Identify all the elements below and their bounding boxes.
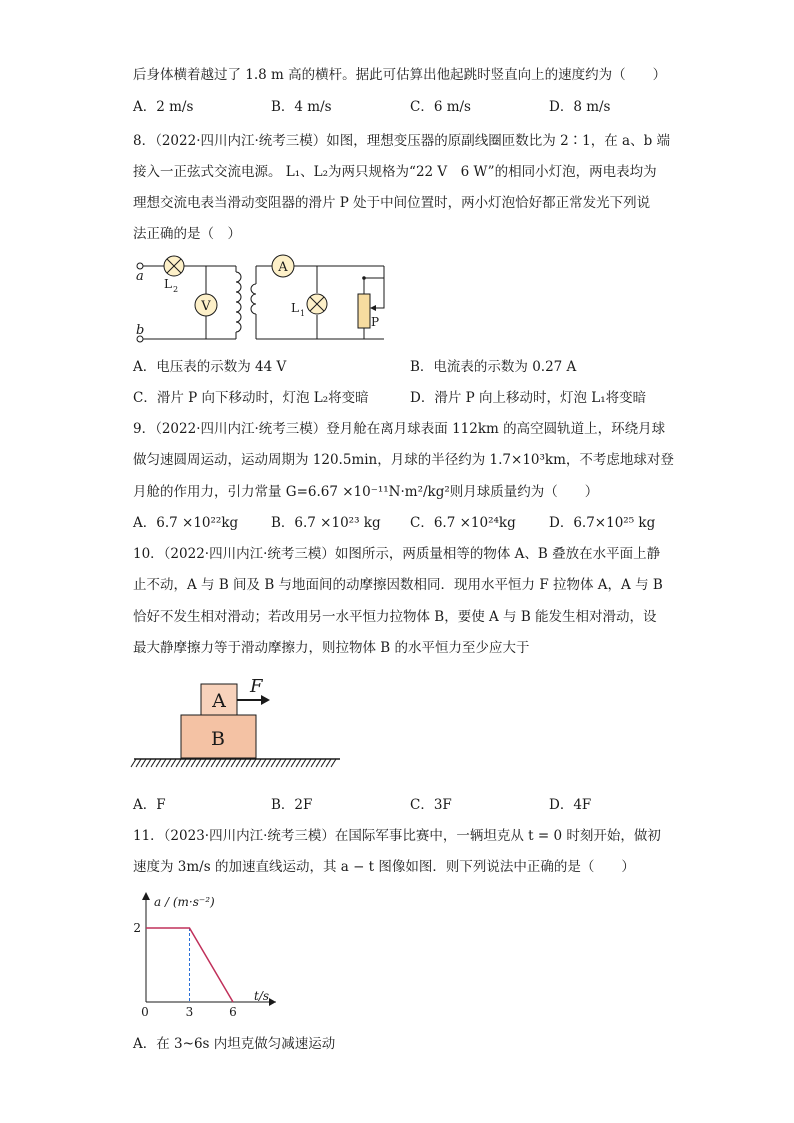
x-tick-label-0: 0 [141, 1005, 149, 1019]
x-tick-label-6: 6 [229, 1005, 237, 1019]
ammeter [272, 255, 294, 277]
q7-option-c[interactable]: C．6 m/s [410, 99, 471, 115]
blocks-diagram [130, 675, 345, 775]
q9-option-b[interactable]: B．6.7 ×10²³ kg [271, 515, 381, 531]
x-tick-label-3: 3 [185, 1005, 194, 1019]
q7-option-b[interactable]: B．4 m/s [271, 99, 332, 115]
block-a-label: A [212, 690, 226, 712]
q8-line-4: 法正确的是（ ） [133, 226, 241, 242]
force-label: F [250, 676, 263, 697]
q8-option-a[interactable]: A．电压表的示数为 44 V [133, 359, 287, 375]
q11-option-a[interactable]: A．在 3~6s 内坦克做匀减速运动 [133, 1036, 336, 1052]
lamp-l2-label: L [164, 277, 172, 291]
q8-option-d[interactable]: D．滑片 P 向上移动时，灯泡 L₁将变暗 [410, 390, 647, 406]
lamp-l2 [164, 256, 184, 276]
q9-option-c[interactable]: C．6.7 ×10²⁴kg [410, 515, 516, 531]
q10-line-4: 最大静摩擦力等于滑动摩擦力，则拉物体 B 的水平恒力至少应大于 [133, 640, 530, 656]
voltmeter-label: V [201, 299, 211, 314]
q8-option-c[interactable]: C．滑片 P 向下移动时，灯泡 L₂将变暗 [133, 390, 369, 406]
ammeter-label: A [278, 260, 288, 275]
q7-option-d[interactable]: D．8 m/s [549, 99, 611, 115]
lamp-l1 [307, 294, 327, 314]
q8-option-b[interactable]: B．电流表的示数为 0.27 A [410, 359, 577, 375]
q10-option-b[interactable]: B．2F [271, 797, 313, 813]
ground-hatching [131, 759, 336, 767]
lamp-l2-subscript: 2 [173, 285, 179, 294]
q10-line-3: 恰好不发生相对滑动；若改用另一水平恒力拉物体 B，要使 A 与 B 能发生相对滑动，设 [133, 609, 657, 625]
q9-option-d[interactable]: D．6.7×10²⁵ kg [549, 515, 656, 531]
y-axis-label: a / (m·s⁻²) [154, 895, 215, 909]
q7-text: 后身体横着越过了 1.8 m 高的横杆。据此可估算出他起跳时竖直向上的速度约为（ ） [133, 67, 667, 83]
q9-line-3: 月舱的作用力，引力常量 G=6.67 ×10⁻¹¹N·m²/kg²则月球质量约为（ ） [133, 484, 599, 500]
q8-line-3: 理想交流电表当滑动变阻器的滑片 P 处于中间位置时，两小灯泡恰好都正常发光下列说 [133, 195, 651, 211]
q8-line-2: 接入一正弦式交流电源。 L₁、L₂为两只规格为“22 V 6 W”的相同小灯泡，两电表均为 [133, 164, 657, 180]
q10-line-2: 止不动，A 与 B 间及 B 与地面间的动摩擦因数相同．现用水平恒力 F 拉物体 A，A 与 B [133, 577, 663, 593]
q10-option-a[interactable]: A．F [133, 797, 166, 813]
lamp-l1-subscript: 1 [300, 309, 306, 318]
terminal-b-label: b [136, 323, 145, 338]
circuit-diagram [128, 250, 398, 350]
x-axis-arrow-icon [269, 998, 276, 1006]
lamp-l1-label: L [291, 301, 299, 315]
q10-option-c[interactable]: C．3F [410, 797, 452, 813]
y-tick-label-2: 2 [133, 921, 141, 935]
terminal-a-label: a [136, 269, 144, 284]
rheostat [358, 294, 370, 328]
q9-option-a[interactable]: A．6.7 ×10²²kg [133, 515, 239, 531]
q8-line-1: 8．（2022·四川内江·统考三模）如图，理想变压器的原副线圈匝数比为 2∶1，在 a、b 端 [133, 133, 671, 149]
y-axis-arrow-icon [142, 892, 150, 900]
x-axis-label: t/s [254, 989, 270, 1003]
block-b-label: B [211, 728, 225, 750]
slider-arrow-icon [370, 305, 376, 311]
q9-line-2: 做匀速圆周运动，运动周期为 120.5min，月球的半径约为 1.7×10³km，不考虑地球对登 [133, 452, 674, 468]
q11-line-1: 11．（2023·四川内江·统考三模）在国际军事比赛中，一辆坦克从 t = 0 时刻开始，做初 [133, 828, 661, 844]
slider-p-label: P [371, 315, 380, 329]
q9-line-1: 9．（2022·四川内江·统考三模）登月舱在离月球表面 112km 的高空圆轨道上，环绕月球 [133, 421, 666, 437]
q10-line-1: 10．（2022·四川内江·统考三模）如图所示，两质量相等的物体 A、B 叠放在水平面上静 [133, 546, 661, 562]
voltmeter [195, 294, 217, 316]
q7-option-a[interactable]: A．2 m/s [133, 99, 194, 115]
q10-option-d[interactable]: D．4F [549, 797, 592, 813]
a-t-graph [128, 888, 288, 1020]
q11-line-2: 速度为 3m/s 的加速直线运动，其 a − t 图像如图．则下列说法中正确的是（ ） [133, 859, 635, 875]
